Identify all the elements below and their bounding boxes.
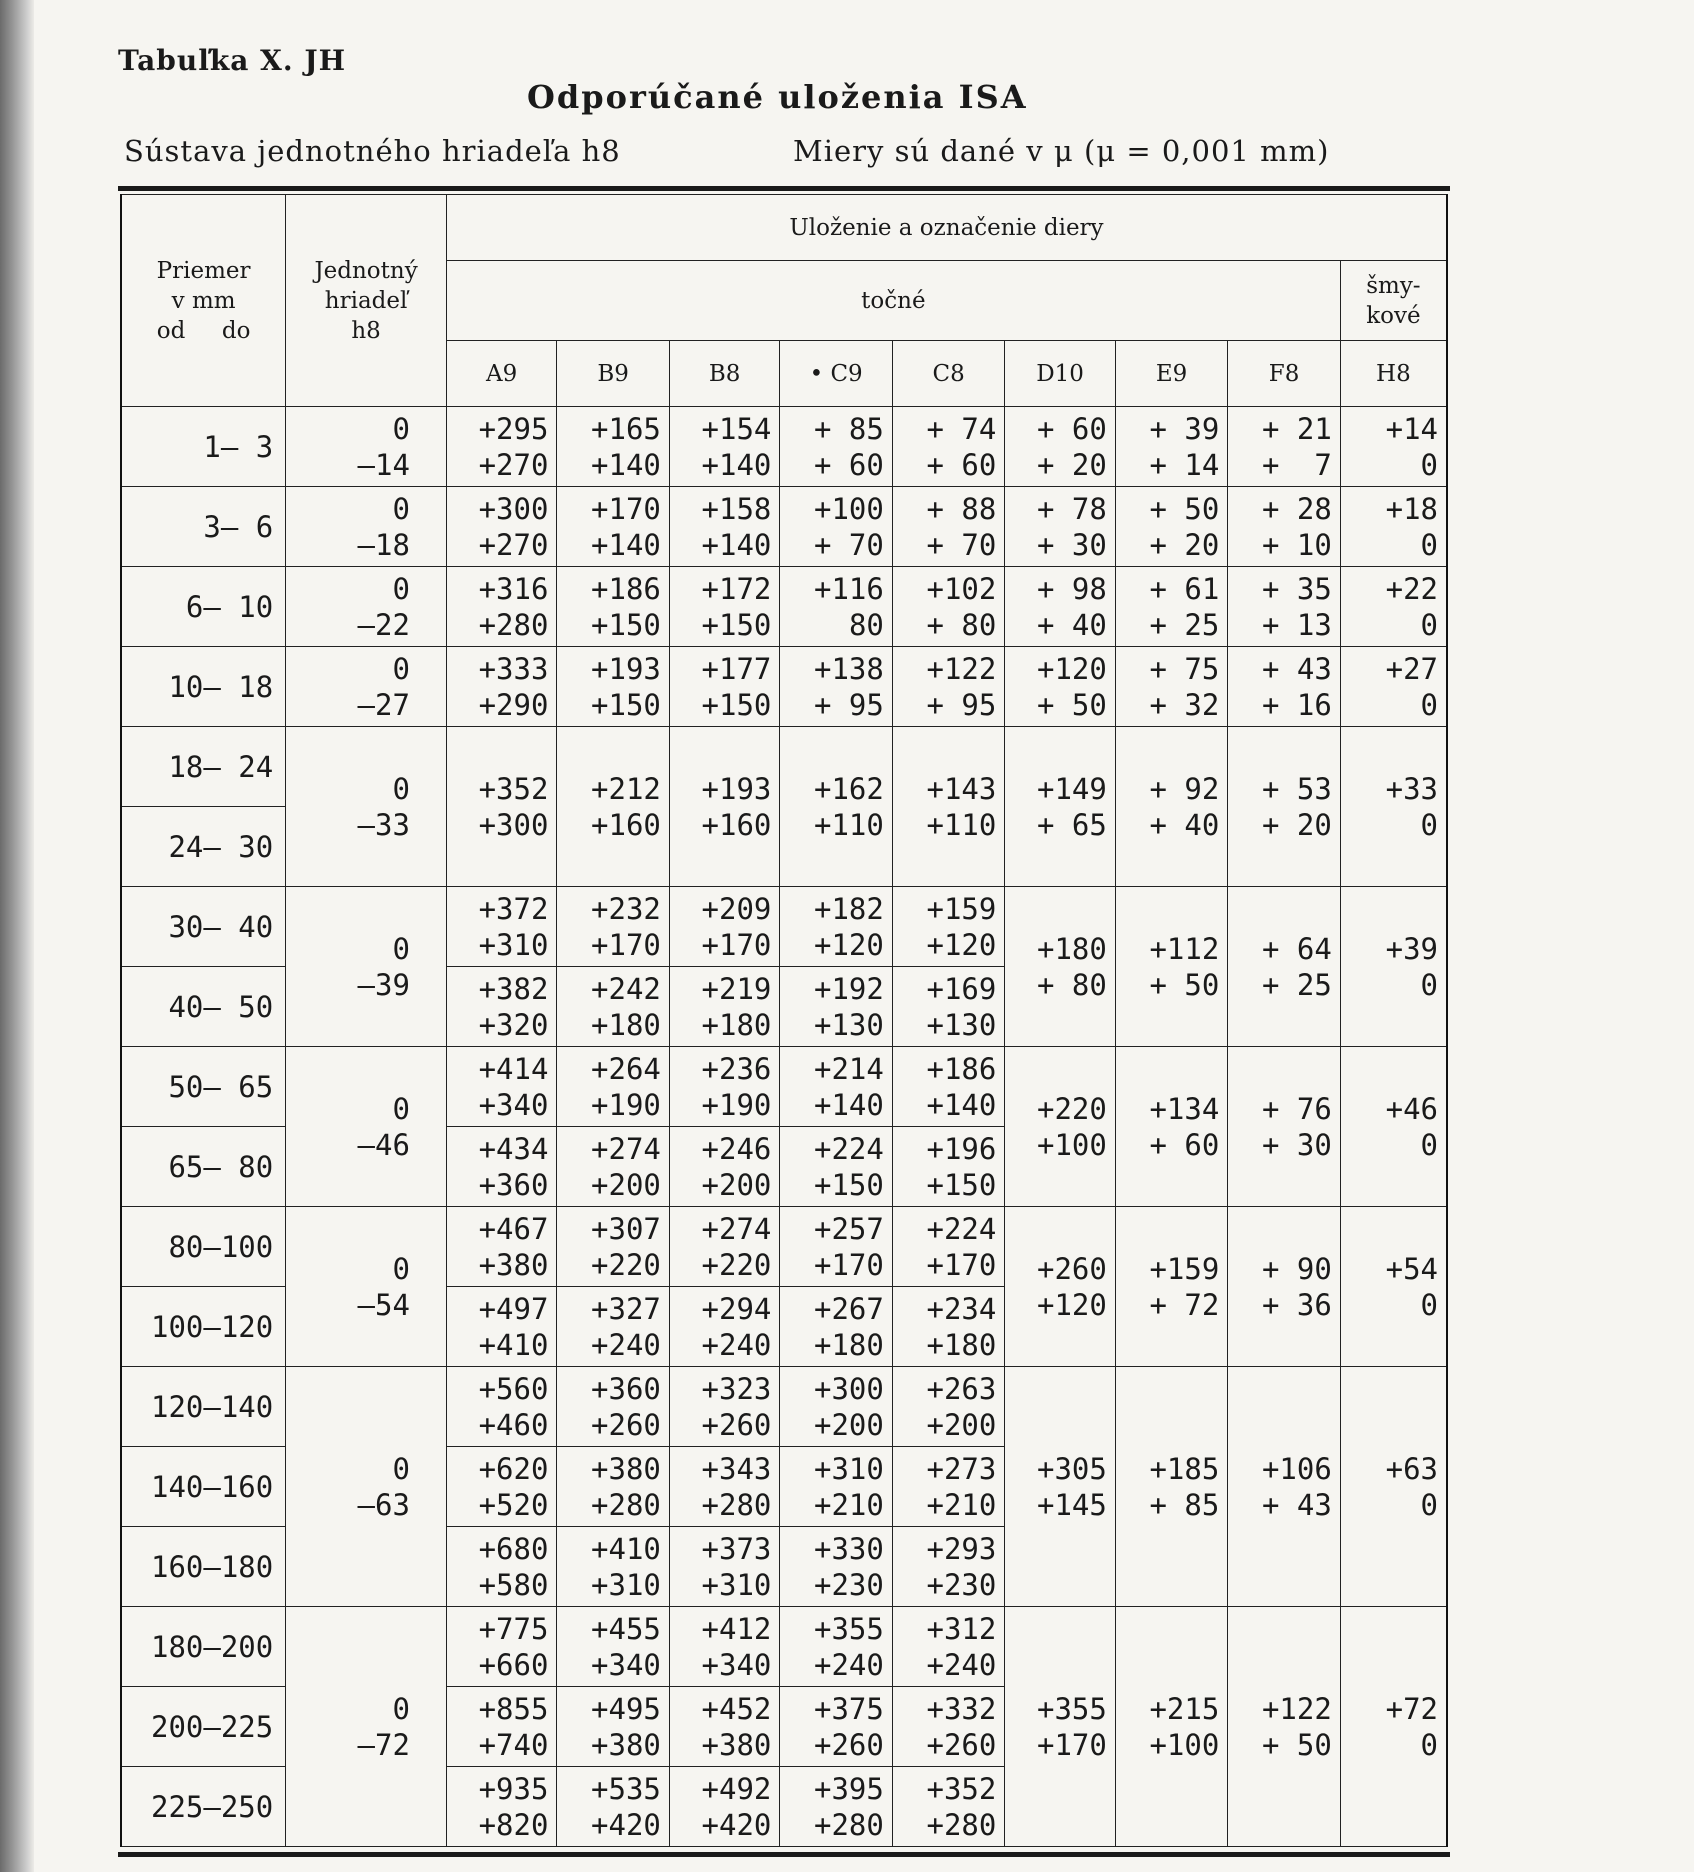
hole-a9-deviation: +935 +820 bbox=[446, 1767, 556, 1847]
hole-c8-deviation: +273 +210 bbox=[892, 1447, 1004, 1527]
hole-b8-deviation: +236 +190 bbox=[669, 1047, 779, 1127]
hole-c9-deviation: +300 +200 bbox=[780, 1367, 892, 1447]
table-row bbox=[121, 1047, 1447, 1127]
hole-c8-deviation: +352 +280 bbox=[892, 1767, 1004, 1847]
diameter-range: 24— 30 bbox=[121, 807, 286, 887]
top-rule bbox=[118, 186, 1450, 191]
hole-a9-deviation: +560 +460 bbox=[446, 1367, 556, 1447]
hole-b9-deviation: +274 +200 bbox=[557, 1127, 669, 1207]
diameter-range: 18— 24 bbox=[121, 727, 286, 807]
hole-d10-deviation: +260 +120 bbox=[1005, 1207, 1115, 1367]
hole-a9-deviation: +775 +660 bbox=[446, 1607, 556, 1687]
hole-b9-deviation: +232 +170 bbox=[557, 887, 669, 967]
hole-c8-deviation: +122 + 95 bbox=[892, 647, 1004, 727]
header-hole-6: E9 bbox=[1115, 341, 1227, 407]
hole-c9-deviation: +355 +240 bbox=[780, 1607, 892, 1687]
hole-b8-deviation: +219 +180 bbox=[669, 967, 779, 1047]
table-row bbox=[121, 1207, 1447, 1287]
header-hole-8: H8 bbox=[1340, 341, 1447, 407]
hole-b8-deviation: +193 +160 bbox=[669, 727, 779, 887]
hole-b9-deviation: +455 +340 bbox=[557, 1607, 669, 1687]
hole-a9-deviation: +316 +280 bbox=[446, 567, 556, 647]
table-row bbox=[121, 727, 1447, 807]
header-hole-7: F8 bbox=[1228, 341, 1340, 407]
subtitle-units: Miery sú dané v μ (μ = 0,001 mm) bbox=[793, 134, 1330, 168]
hole-b9-deviation: +193 +150 bbox=[557, 647, 669, 727]
hole-e9-deviation: +215 +100 bbox=[1115, 1607, 1227, 1847]
hole-h8-deviation: +63 0 bbox=[1340, 1367, 1447, 1607]
hole-e9-deviation: +112 + 50 bbox=[1115, 887, 1227, 1047]
hole-h8-deviation: +33 0 bbox=[1340, 727, 1447, 887]
hole-c8-deviation: +293 +230 bbox=[892, 1527, 1004, 1607]
hole-b8-deviation: +343 +280 bbox=[669, 1447, 779, 1527]
hole-f8-deviation: + 21 + 7 bbox=[1228, 407, 1340, 487]
hole-f8-deviation: +106 + 43 bbox=[1228, 1367, 1340, 1607]
hole-d10-deviation: + 78 + 30 bbox=[1005, 487, 1115, 567]
diameter-range: 65— 80 bbox=[121, 1127, 286, 1207]
hole-b8-deviation: +323 +260 bbox=[669, 1367, 779, 1447]
header-hole-0: A9 bbox=[446, 341, 556, 407]
hole-c9-deviation: +138 + 95 bbox=[780, 647, 892, 727]
hole-b8-deviation: +274 +220 bbox=[669, 1207, 779, 1287]
hole-d10-deviation: +355 +170 bbox=[1005, 1607, 1115, 1847]
hole-d10-deviation: +305 +145 bbox=[1005, 1367, 1115, 1607]
table-row bbox=[121, 1607, 1447, 1687]
hole-c9-deviation: +395 +280 bbox=[780, 1767, 892, 1847]
hole-d10-deviation: + 60 + 20 bbox=[1005, 407, 1115, 487]
hole-e9-deviation: +185 + 85 bbox=[1115, 1367, 1227, 1607]
diameter-range: 200—225 bbox=[121, 1687, 286, 1767]
hole-c8-deviation: +186 +140 bbox=[892, 1047, 1004, 1127]
table-row bbox=[121, 1367, 1447, 1447]
hole-a9-deviation: +372 +310 bbox=[446, 887, 556, 967]
hole-d10-deviation: +149 + 65 bbox=[1005, 727, 1115, 887]
hole-f8-deviation: + 35 + 13 bbox=[1228, 567, 1340, 647]
hole-h8-deviation: +54 0 bbox=[1340, 1207, 1447, 1367]
hole-a9-deviation: +352 +300 bbox=[446, 727, 556, 887]
hole-c8-deviation: + 74 + 60 bbox=[892, 407, 1004, 487]
hole-c8-deviation: +312 +240 bbox=[892, 1607, 1004, 1687]
hole-h8-deviation: +18 0 bbox=[1340, 487, 1447, 567]
hole-e9-deviation: + 61 + 25 bbox=[1115, 567, 1227, 647]
shaft-tolerance: 0 —39 bbox=[286, 887, 447, 1047]
hole-b9-deviation: +165 +140 bbox=[557, 407, 669, 487]
hole-a9-deviation: +680 +580 bbox=[446, 1527, 556, 1607]
diameter-range: 80—100 bbox=[121, 1207, 286, 1287]
hole-h8-deviation: +46 0 bbox=[1340, 1047, 1447, 1207]
hole-c9-deviation: + 85 + 60 bbox=[780, 407, 892, 487]
diameter-range: 120—140 bbox=[121, 1367, 286, 1447]
hole-c8-deviation: +332 +260 bbox=[892, 1687, 1004, 1767]
shaft-tolerance: 0 —33 bbox=[286, 727, 447, 887]
hole-a9-deviation: +333 +290 bbox=[446, 647, 556, 727]
hole-e9-deviation: + 50 + 20 bbox=[1115, 487, 1227, 567]
hole-d10-deviation: +120 + 50 bbox=[1005, 647, 1115, 727]
hole-c8-deviation: +159 +120 bbox=[892, 887, 1004, 967]
hole-b8-deviation: +177 +150 bbox=[669, 647, 779, 727]
hole-a9-deviation: +300 +270 bbox=[446, 487, 556, 567]
hole-c8-deviation: +196 +150 bbox=[892, 1127, 1004, 1207]
hole-c9-deviation: +116 80 bbox=[780, 567, 892, 647]
hole-h8-deviation: +39 0 bbox=[1340, 887, 1447, 1047]
hole-c8-deviation: +224 +170 bbox=[892, 1207, 1004, 1287]
header-shaft: Jednotný hriadeľ h8 bbox=[286, 195, 447, 407]
hole-c9-deviation: +267 +180 bbox=[780, 1287, 892, 1367]
hole-b8-deviation: +246 +200 bbox=[669, 1127, 779, 1207]
hole-b9-deviation: +170 +140 bbox=[557, 487, 669, 567]
hole-e9-deviation: +134 + 60 bbox=[1115, 1047, 1227, 1207]
hole-b8-deviation: +373 +310 bbox=[669, 1527, 779, 1607]
table-row bbox=[121, 407, 1447, 487]
hole-b9-deviation: +380 +280 bbox=[557, 1447, 669, 1527]
header-diameter: Priemer v mm od do bbox=[121, 195, 286, 407]
hole-c9-deviation: +192 +130 bbox=[780, 967, 892, 1047]
header-tocne: točné bbox=[446, 261, 1340, 341]
hole-c9-deviation: +310 +210 bbox=[780, 1447, 892, 1527]
header-smykove: šmy- kové bbox=[1340, 261, 1447, 341]
hole-d10-deviation: +180 + 80 bbox=[1005, 887, 1115, 1047]
hole-c9-deviation: +330 +230 bbox=[780, 1527, 892, 1607]
hole-a9-deviation: +855 +740 bbox=[446, 1687, 556, 1767]
diameter-range: 180—200 bbox=[121, 1607, 286, 1687]
hole-c9-deviation: +162 +110 bbox=[780, 727, 892, 887]
hole-f8-deviation: + 64 + 25 bbox=[1228, 887, 1340, 1047]
header-hole-2: B8 bbox=[669, 341, 779, 407]
hole-b9-deviation: +495 +380 bbox=[557, 1687, 669, 1767]
hole-b8-deviation: +294 +240 bbox=[669, 1287, 779, 1367]
hole-b9-deviation: +212 +160 bbox=[557, 727, 669, 887]
hole-c9-deviation: +224 +150 bbox=[780, 1127, 892, 1207]
hole-h8-deviation: +27 0 bbox=[1340, 647, 1447, 727]
hole-b9-deviation: +264 +190 bbox=[557, 1047, 669, 1127]
hole-b9-deviation: +186 +150 bbox=[557, 567, 669, 647]
table-row bbox=[121, 647, 1447, 727]
hole-b8-deviation: +172 +150 bbox=[669, 567, 779, 647]
header-hole-1: B9 bbox=[557, 341, 669, 407]
header-hole-5: D10 bbox=[1005, 341, 1115, 407]
hole-b9-deviation: +242 +180 bbox=[557, 967, 669, 1047]
hole-b9-deviation: +360 +260 bbox=[557, 1367, 669, 1447]
diameter-range: 30— 40 bbox=[121, 887, 286, 967]
hole-f8-deviation: + 90 + 36 bbox=[1228, 1207, 1340, 1367]
hole-c8-deviation: +143 +110 bbox=[892, 727, 1004, 887]
diameter-range: 40— 50 bbox=[121, 967, 286, 1047]
hole-a9-deviation: +434 +360 bbox=[446, 1127, 556, 1207]
hole-h8-deviation: +22 0 bbox=[1340, 567, 1447, 647]
table-row bbox=[121, 567, 1447, 647]
header-hole-4: C8 bbox=[892, 341, 1004, 407]
hole-c8-deviation: +102 + 80 bbox=[892, 567, 1004, 647]
hole-b8-deviation: +452 +380 bbox=[669, 1687, 779, 1767]
shaft-tolerance: 0 —72 bbox=[286, 1607, 447, 1847]
table-label: Tabuľka X. JH bbox=[118, 44, 347, 77]
hole-c8-deviation: + 88 + 70 bbox=[892, 487, 1004, 567]
hole-a9-deviation: +414 +340 bbox=[446, 1047, 556, 1127]
hole-c8-deviation: +169 +130 bbox=[892, 967, 1004, 1047]
hole-c8-deviation: +234 +180 bbox=[892, 1287, 1004, 1367]
subtitle-shaft-system: Sústava jednotného hriadeľa h8 bbox=[124, 134, 621, 168]
header-fit-group: Uloženie a označenie diery bbox=[446, 195, 1447, 261]
diameter-range: 100—120 bbox=[121, 1287, 286, 1367]
hole-f8-deviation: + 76 + 30 bbox=[1228, 1047, 1340, 1207]
hole-b8-deviation: +158 +140 bbox=[669, 487, 779, 567]
hole-f8-deviation: +122 + 50 bbox=[1228, 1607, 1340, 1847]
hole-e9-deviation: + 92 + 40 bbox=[1115, 727, 1227, 887]
diameter-range: 10— 18 bbox=[121, 647, 286, 727]
hole-c9-deviation: +257 +170 bbox=[780, 1207, 892, 1287]
hole-c9-deviation: +214 +140 bbox=[780, 1047, 892, 1127]
hole-f8-deviation: + 43 + 16 bbox=[1228, 647, 1340, 727]
hole-c9-deviation: +375 +260 bbox=[780, 1687, 892, 1767]
hole-b9-deviation: +535 +420 bbox=[557, 1767, 669, 1847]
hole-d10-deviation: + 98 + 40 bbox=[1005, 567, 1115, 647]
diameter-range: 1— 3 bbox=[121, 407, 286, 487]
diameter-range: 225—250 bbox=[121, 1767, 286, 1847]
hole-h8-deviation: +14 0 bbox=[1340, 407, 1447, 487]
hole-a9-deviation: +497 +410 bbox=[446, 1287, 556, 1367]
hole-e9-deviation: +159 + 72 bbox=[1115, 1207, 1227, 1367]
hole-b8-deviation: +209 +170 bbox=[669, 887, 779, 967]
page-title: Odporúčané uloženia ISA bbox=[527, 78, 1028, 116]
hole-c9-deviation: +182 +120 bbox=[780, 887, 892, 967]
hole-c9-deviation: +100 + 70 bbox=[780, 487, 892, 567]
diameter-range: 6— 10 bbox=[121, 567, 286, 647]
hole-b8-deviation: +412 +340 bbox=[669, 1607, 779, 1687]
table-row bbox=[121, 487, 1447, 567]
hole-c8-deviation: +263 +200 bbox=[892, 1367, 1004, 1447]
diameter-range: 3— 6 bbox=[121, 487, 286, 567]
hole-b8-deviation: +154 +140 bbox=[669, 407, 779, 487]
bottom-rule bbox=[118, 1852, 1450, 1857]
hole-b8-deviation: +492 +420 bbox=[669, 1767, 779, 1847]
hole-f8-deviation: + 28 + 10 bbox=[1228, 487, 1340, 567]
hole-b9-deviation: +327 +240 bbox=[557, 1287, 669, 1367]
diameter-range: 50— 65 bbox=[121, 1047, 286, 1127]
shaft-tolerance: 0 —22 bbox=[286, 567, 447, 647]
diameter-range: 140—160 bbox=[121, 1447, 286, 1527]
shaft-tolerance: 0 —46 bbox=[286, 1047, 447, 1207]
fits-table bbox=[120, 194, 1448, 1847]
shaft-tolerance: 0 —14 bbox=[286, 407, 447, 487]
shaft-tolerance: 0 —18 bbox=[286, 487, 447, 567]
table-row bbox=[121, 887, 1447, 967]
hole-e9-deviation: + 39 + 14 bbox=[1115, 407, 1227, 487]
hole-b9-deviation: +307 +220 bbox=[557, 1207, 669, 1287]
shaft-tolerance: 0 —63 bbox=[286, 1367, 447, 1607]
diameter-range: 160—180 bbox=[121, 1527, 286, 1607]
hole-e9-deviation: + 75 + 32 bbox=[1115, 647, 1227, 727]
hole-h8-deviation: +72 0 bbox=[1340, 1607, 1447, 1847]
shaft-tolerance: 0 —27 bbox=[286, 647, 447, 727]
header-hole-3: • C9 bbox=[780, 341, 892, 407]
hole-a9-deviation: +620 +520 bbox=[446, 1447, 556, 1527]
shaft-tolerance: 0 —54 bbox=[286, 1207, 447, 1367]
hole-a9-deviation: +295 +270 bbox=[446, 407, 556, 487]
hole-d10-deviation: +220 +100 bbox=[1005, 1047, 1115, 1207]
page-binding-shadow bbox=[0, 0, 34, 1872]
hole-f8-deviation: + 53 + 20 bbox=[1228, 727, 1340, 887]
hole-a9-deviation: +382 +320 bbox=[446, 967, 556, 1047]
hole-a9-deviation: +467 +380 bbox=[446, 1207, 556, 1287]
hole-b9-deviation: +410 +310 bbox=[557, 1527, 669, 1607]
